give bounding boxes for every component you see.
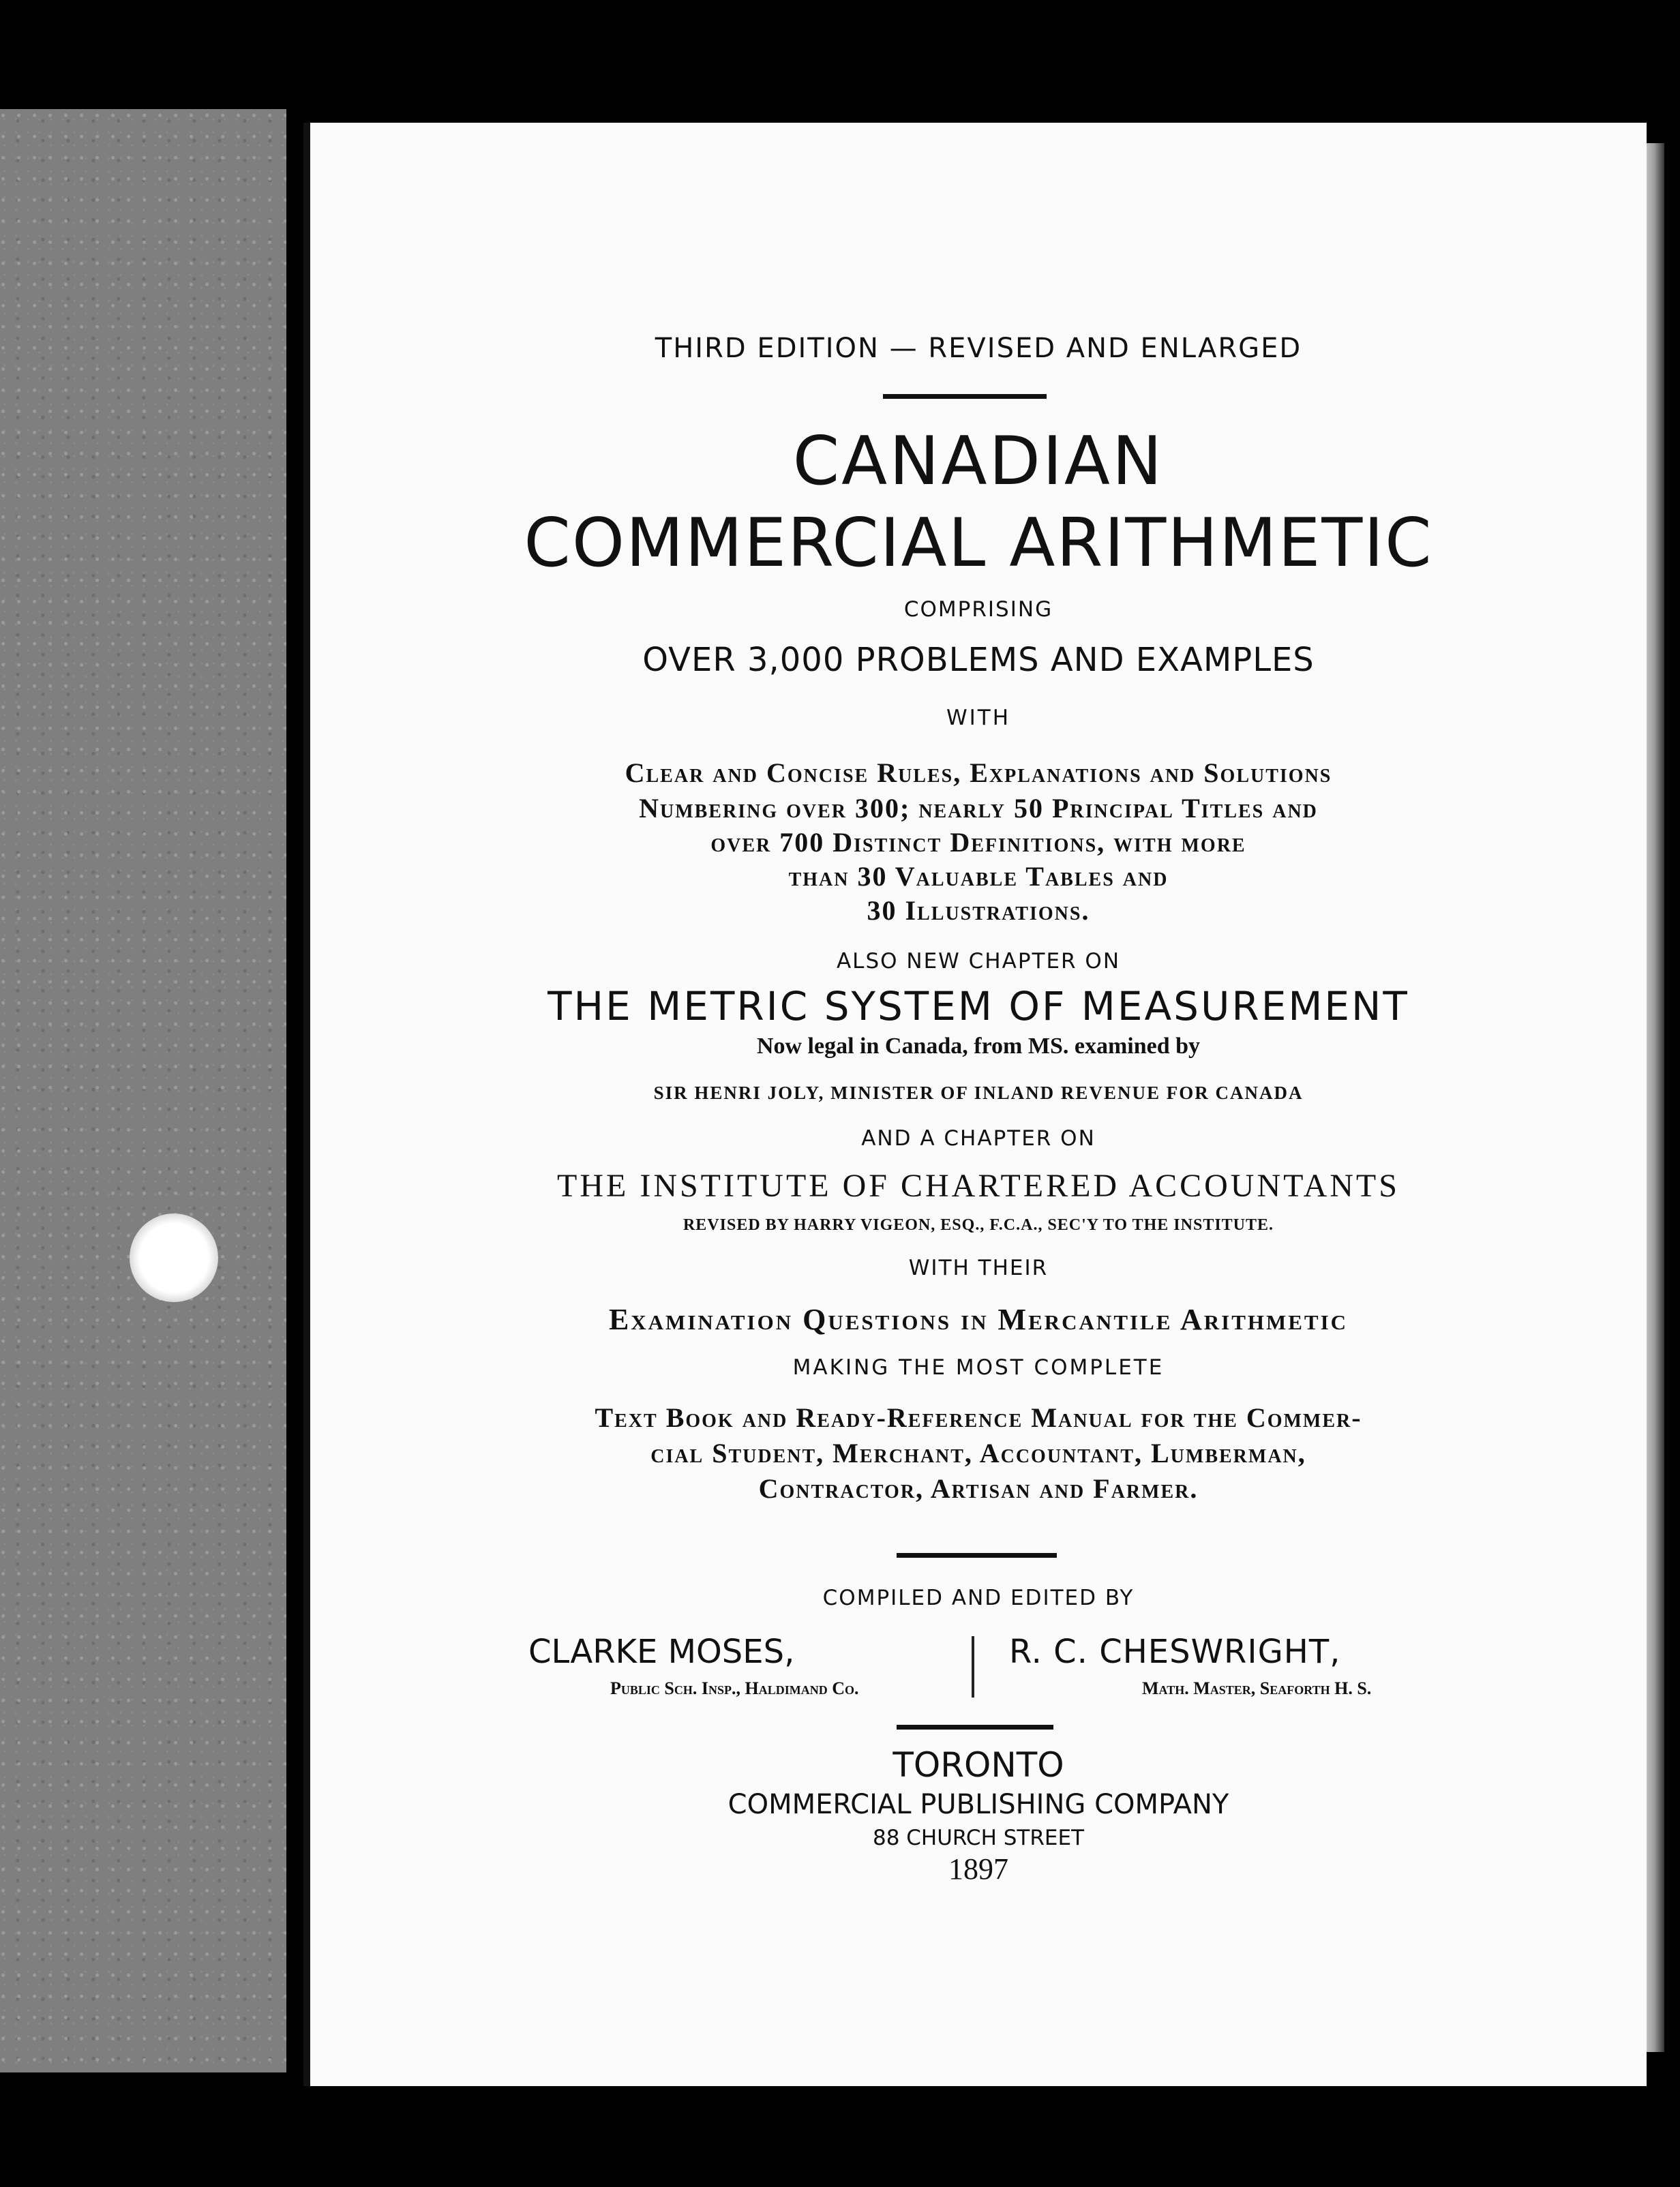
and-chapter-label: AND A CHAPTER ON [861,1126,1096,1151]
rule-top [883,394,1047,399]
with-label: WITH [946,706,1011,730]
metric-note: Now legal in Canada, from MS. examined by [756,1034,1201,1059]
book-cover-board [0,109,286,2072]
author-column-divider [972,1636,974,1698]
publisher-line: COMMERCIAL PUBLISHING COMPANY [728,1789,1229,1820]
features-line-1: Clear and Concise Rules, Explanations and Solutions [625,757,1332,788]
making-label: MAKING THE MOST COMPLETE [792,1355,1165,1380]
textbook-line-3: Contractor, Artisan and Farmer. [758,1473,1199,1504]
examiner-line: SIR HENRI JOLY, MINISTER OF INLAND REVENUE FOR CANADA [653,1083,1304,1103]
problems-line: OVER 3,000 PROBLEMS AND EXAMPLES [642,641,1315,679]
features-line-2: Numbering over 300; nearly 50 Principal Titles and [639,793,1318,824]
rule-middle [897,1553,1057,1558]
title-line-2: COMMERCIAL ARITHMETIC [524,504,1433,582]
rule-bottom [897,1725,1053,1730]
institute-heading: THE INSTITUTE OF CHARTERED ACCOUNTANTS [557,1168,1400,1204]
textbook-line-1: Text Book and Ready-Reference Manual for the Commer- [595,1402,1362,1433]
author-2-title: Math. Master, Seaforth H. S. [1142,1678,1372,1698]
features-line-5: 30 Illustrations. [867,895,1090,926]
title-line-1: CANADIAN [792,423,1165,500]
author-1-name: CLARKE MOSES, [528,1633,795,1671]
features-line-4: than 30 Valuable Tables and [788,861,1169,892]
compiled-label: COMPILED AND EDITED BY [822,1586,1135,1610]
city-line: TORONTO [892,1745,1064,1785]
exam-heading: Examination Questions in Mercantile Arithmetic [608,1303,1349,1336]
with-their-label: WITH THEIR [908,1256,1049,1280]
year-line: 1897 [948,1852,1008,1886]
edition-line: THIRD EDITION — REVISED AND ENLARGED [655,333,1302,364]
title-page [303,123,1647,2086]
author-2-name: R. C. CHESWRIGHT, [1009,1633,1341,1671]
also-new-label: ALSO NEW CHAPTER ON [836,949,1121,974]
cover-stain [130,1213,218,1302]
address-line: 88 CHURCH STREET [872,1826,1084,1850]
author-1-title: Public Sch. Insp., Haldimand Co. [610,1678,859,1698]
comprising-label: COMPRISING [903,597,1053,622]
metric-heading: THE METRIC SYSTEM OF MEASUREMENT [548,983,1409,1029]
revised-by-line: REVISED BY HARRY VIGEON, ESQ., F.C.A., SEC'Y TO THE INSTITUTE. [682,1216,1274,1234]
textbook-line-2: cial Student, Merchant, Accountant, Lumberman, [650,1438,1306,1468]
features-line-3: over 700 Distinct Definitions, with more [710,827,1246,858]
